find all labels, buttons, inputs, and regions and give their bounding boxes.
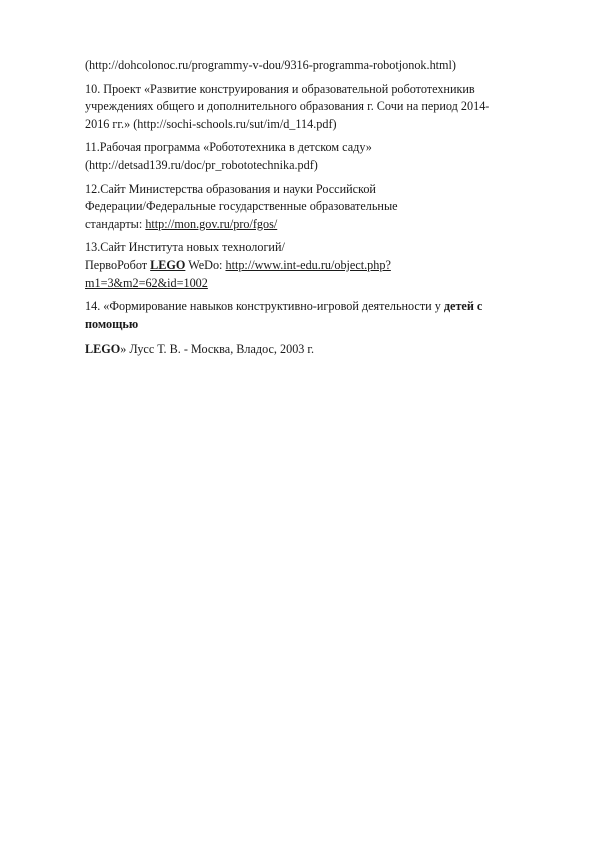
- reference-14-bold-1: детей с: [443, 299, 483, 314]
- reference-13-line-2: [85, 257, 555, 275]
- lego-highlight: LEGO: [150, 257, 186, 272]
- int-edu-link-part-2[interactable]: m1=3&m2=62&id=1002: [85, 275, 208, 290]
- reference-11: [85, 139, 555, 174]
- reference-11-line-1: 11.Рабочая программа «Робототехника в детском саду»: [85, 140, 372, 155]
- reference-14-line-1: [85, 298, 555, 316]
- int-edu-link-part-1[interactable]: http://www.int-edu.ru/object.php?: [225, 257, 391, 272]
- reference-10-line-1: 10. Проект «Развитие конструирования и образовательной робототехникив: [85, 81, 475, 96]
- reference-11-line-2: (http://detsad139.ru/doc/pr_robototechnika.pdf): [85, 157, 318, 172]
- reference-14-line-3: [85, 341, 555, 359]
- reference-14-tail: » Лусс Т. В. - Москва, Владос, 2003 г.: [120, 342, 315, 357]
- reference-14-bold-2: помощью: [85, 316, 139, 331]
- reference-14-line-2: [85, 316, 555, 334]
- reference-12-line-1: 12.Сайт Министерства образования и науки Российской: [85, 181, 376, 196]
- reference-12: [85, 181, 555, 234]
- document-page: [85, 57, 555, 365]
- reference-14-continuation: [85, 341, 555, 359]
- reference-12-line-3: [85, 216, 555, 234]
- reference-9-url: [85, 57, 555, 75]
- reference-9-line: (http://dohcolonoc.ru/programmy-v-dou/9316-programma-robotjonok.html): [85, 58, 456, 72]
- reference-10-line-3: 2016 гг.» (http://sochi-schools.ru/sut/im/d_114.pdf): [85, 116, 337, 131]
- fgos-link[interactable]: http://mon.gov.ru/pro/fgos/: [145, 216, 278, 231]
- reference-14-text: 14. «Формирование навыков конструктивно-игровой деятельности у: [85, 299, 444, 314]
- reference-13-line-1: 13.Сайт Института новых технологий/: [85, 240, 285, 255]
- reference-14: [85, 298, 555, 333]
- lego-bold: LEGO: [85, 342, 121, 357]
- reference-13-prefix: ПервоРобот: [85, 257, 151, 272]
- reference-13-mid: WeDo:: [185, 257, 226, 272]
- reference-10-line-2: учреждениях общего и дополнительного образования г. Сочи на период 2014-: [85, 99, 490, 114]
- reference-13: [85, 239, 555, 292]
- reference-13-line-3: [85, 275, 555, 293]
- reference-10: [85, 81, 555, 134]
- reference-12-line-2: Федерации/Федеральные государственные образовательные: [85, 199, 398, 214]
- reference-12-prefix: стандарты:: [85, 216, 146, 231]
